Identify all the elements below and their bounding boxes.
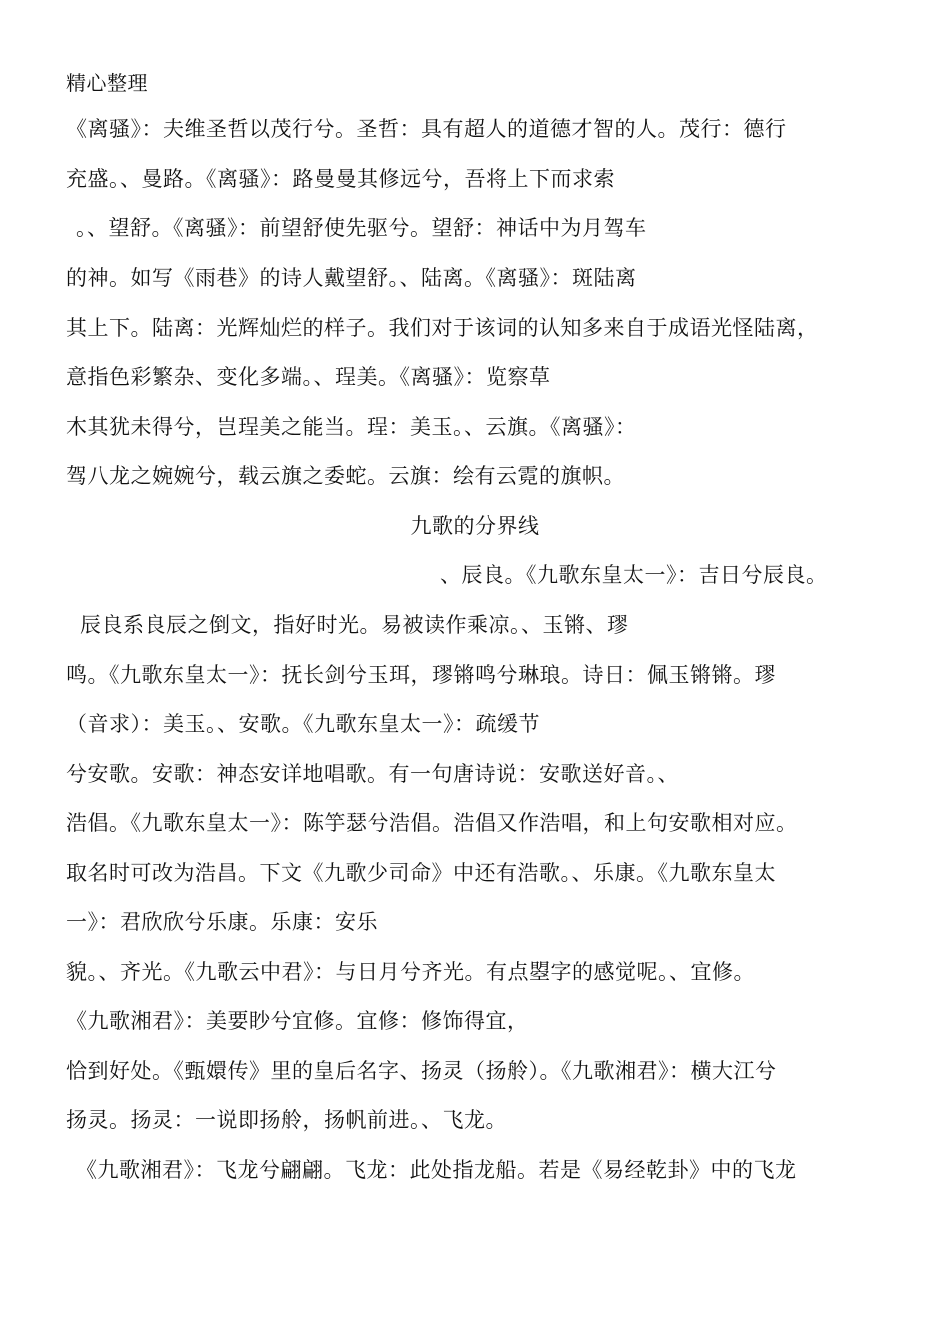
text-line: 木其犹未得兮，岂珵美之能当。珵：美玉。、云旗。《离骚》： xyxy=(66,415,637,439)
text-line: 。、望舒。《离骚》：前望舒使先驱兮。望舒：神话中为月驾车 xyxy=(76,216,647,240)
section-divider-heading: 九歌的分界线 xyxy=(410,514,540,538)
text-line: 意指色彩繁杂、变化多端。、珵美。《离骚》：览察草 xyxy=(66,365,551,389)
text-line: 其上下。陆离：光辉灿烂的样子。我们对于该词的认知多来自于成语光怪陆离， xyxy=(66,316,819,340)
text-line: 兮安歌。安歌：神态安详地唱歌。有一句唐诗说：安歌送好音。、 xyxy=(66,762,679,786)
text-line: 一》：君欣欣兮乐康。乐康：安乐 xyxy=(66,910,378,934)
page-header: 精心整理 xyxy=(66,71,148,95)
text-line: 《离骚》：夫维圣哲以茂行兮。圣哲：具有超人的道德才智的人。茂行：德行 xyxy=(66,117,787,141)
text-line: 恰到好处。《甄嬛传》里的皇后名字、扬灵（扬舲）。《九歌湘君》：横大江兮 xyxy=(66,1059,777,1083)
text-line: 貌。、齐光。《九歌云中君》：与日月兮齐光。有点曌字的感觉呢。、宜修。 xyxy=(66,960,755,984)
text-line: 《九歌湘君》：美要眇兮宜修。宜修：修饰得宜， xyxy=(66,1009,529,1033)
text-line: 驾八龙之婉婉兮，载云旗之委蛇。云旗：绘有云霓的旗帜。 xyxy=(66,464,625,488)
text-line: 浩倡。《九歌东皇太一》：陈竽瑟兮浩倡。浩倡又作浩唱，和上句安歌相对应。 xyxy=(66,811,798,835)
text-line: 的神。如写《雨巷》的诗人戴望舒。、陆离。《离骚》：斑陆离 xyxy=(66,266,637,290)
text-line: 《九歌湘君》：飞龙兮翩翩。飞龙：此处指龙船。若是《易经乾卦》中的飞龙 xyxy=(76,1158,797,1182)
text-line: 取名时可改为浩昌。下文《九歌少司命》中还有浩歌。、乐康。《九歌东皇太 xyxy=(66,861,776,885)
text-line: 充盛。、曼路。《离骚》：路曼曼其修远兮，吾将上下而求索 xyxy=(66,167,615,191)
text-line: 扬灵。扬灵：一说即扬舲，扬帆前进。、飞龙。 xyxy=(66,1108,507,1132)
text-line: 、辰良。《九歌东皇太一》：吉日兮辰良。 xyxy=(440,563,828,587)
text-line: （音求）：美玉。、安歌。《九歌东皇太一》：疏缓节 xyxy=(66,712,540,736)
text-line: 鸣。《九歌东皇太一》：抚长剑兮玉珥，璆锵鸣兮琳琅。诗日：佩玉锵锵。璆 xyxy=(66,663,776,687)
text-line: 辰良系良辰之倒文，指好时光。易被读作乘凉。、玉锵、璆 xyxy=(80,613,629,637)
